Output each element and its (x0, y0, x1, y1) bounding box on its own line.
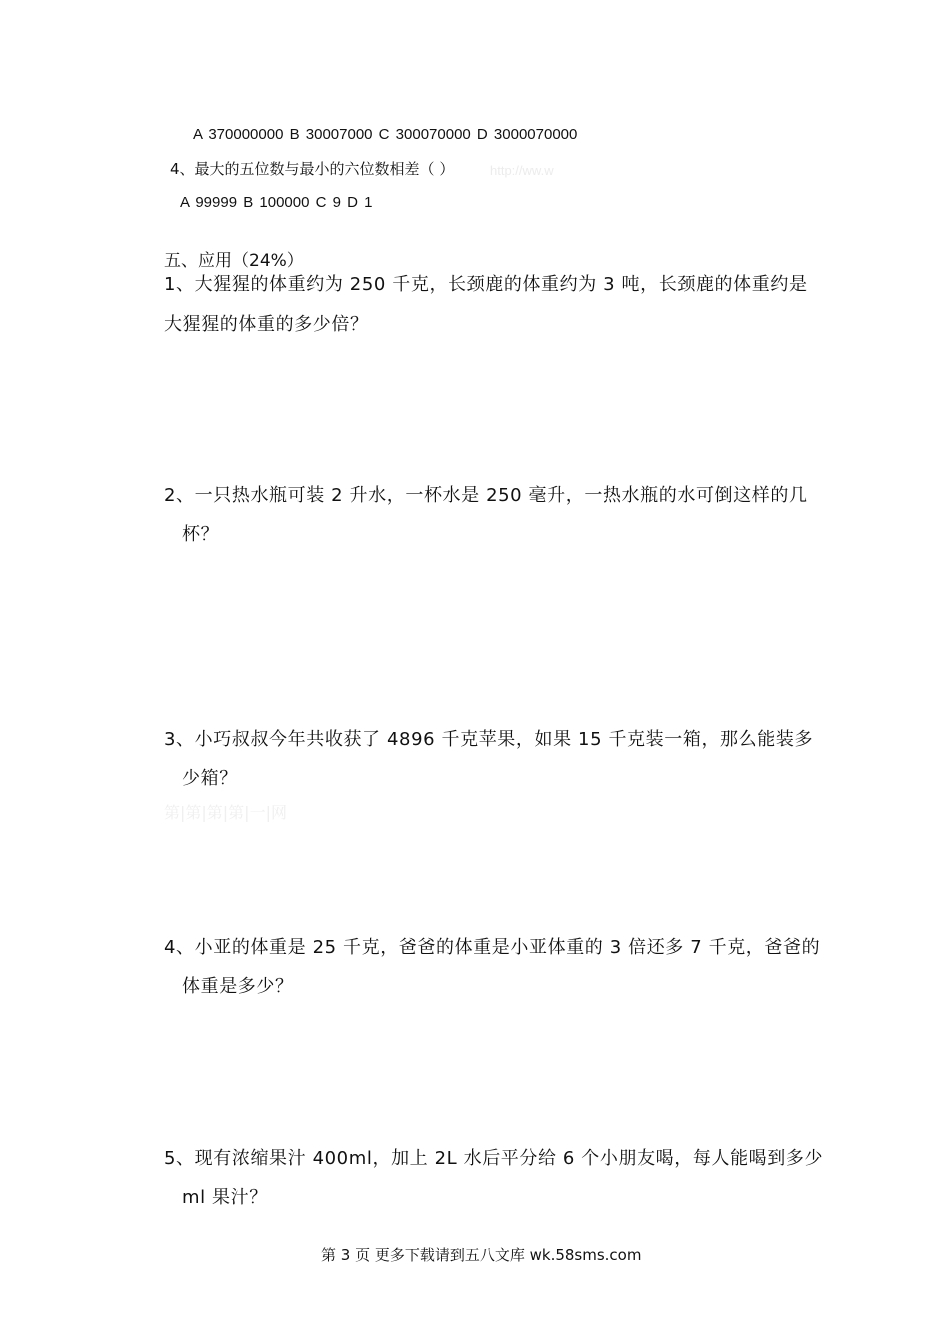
watermark-url: http://ww.w (490, 163, 554, 178)
q3-options: A 370000000 B 30007000 C 300070000 D 3000070000 (193, 126, 578, 143)
q4-question: 4、最大的五位数与最小的六位数相差（ ） (170, 160, 455, 178)
q4-options: A 99999 B 100000 C 9 D 1 (180, 194, 373, 211)
problem-4-line-2: 体重是多少？ (182, 976, 294, 997)
problem-3-line-1: 3、小巧叔叔今年共收获了 4896 千克苹果，如果 15 千克装一箱，那么能装多 (164, 729, 814, 750)
page-footer: 第 3 页 更多下载请到五八文库 wk.58sms.com (321, 1246, 642, 1264)
problem-5-line-2: ml 果汁？ (182, 1187, 268, 1208)
problem-2-line-2: 杯？ (182, 524, 220, 545)
problem-1-line-1: 1、大猩猩的体重约为 250 千克，长颈鹿的体重约为 3 吨，长颈鹿的体重约是 (164, 274, 808, 295)
problem-3-line-2: 少箱？ (182, 768, 238, 789)
problem-1-line-2: 大猩猩的体重的多少倍？ (164, 314, 369, 335)
problem-4-line-1: 4、小亚的体重是 25 千克，爸爸的体重是小亚体重的 3 倍还多 7 千克，爸爸的 (164, 937, 821, 958)
problem-5-line-1: 5、现有浓缩果汁 400ml，加上 2L 水后平分给 6 个小朋友喝，每人能喝到多少 (164, 1148, 824, 1169)
section-heading: 五、应用（24%） (164, 251, 304, 271)
problem-2-line-1: 2、一只热水瓶可装 2 升水，一杯水是 250 毫升，一热水瓶的水可倒这样的几 (164, 485, 808, 506)
faint-watermark: 第|第|第|第|一|网 (164, 803, 287, 822)
